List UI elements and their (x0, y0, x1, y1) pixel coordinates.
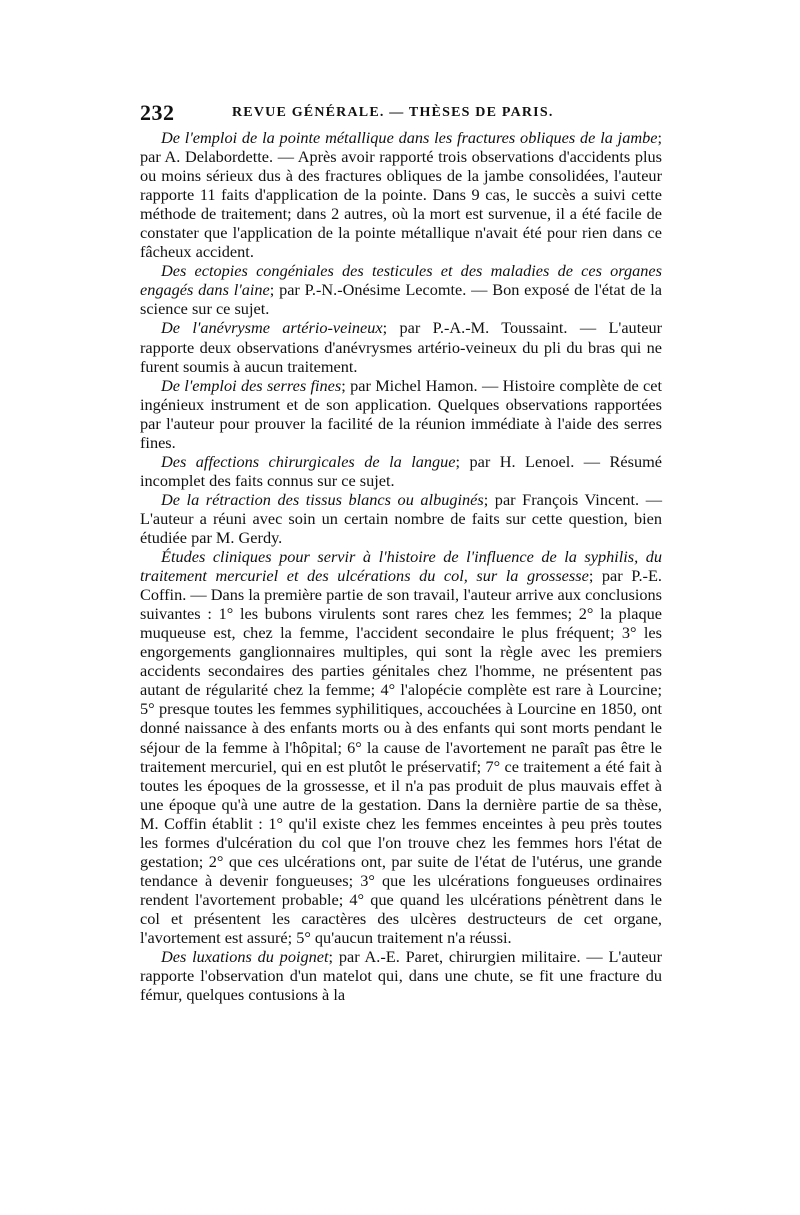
thesis-author: ; par H. Lenoel. (455, 451, 575, 471)
thesis-summary: — Dans la première partie de son travail, l'auteur arrive aux conclusions suivantes : 1° les bubons virulents sont rares chez les femmes; 2° la plaque muqueuse est, chez la femme, l'accident secondaire le plus fréquent; 3° les engorgements ganglionnaires multiples, qui sont la règle avec les premiers accidents secondaires des parties génitales chez l'homme, ne présentent pas autant de régularité chez la femme; 4° l'alopécie complète est rare à Lourcine; 5° presque toutes les femmes syphilitiques, accouchées à Lourcine en 1850, ont donné naissance à des enfants morts ou à des enfants qui sont morts pendant le séjour de la femme à l'hôpital; 6° la cause de l'avortement ne paraît pas être le traitement mercuriel, qui en est plutôt le préservatif; 7° ce traitement a été fait à toutes les époques de la grossesse, et il n'a pas produit de plus mauvais effet à une époque qu'à une autre de la gestation. Dans la dernière partie de sa thèse, M. Coffin établit : 1° qu'il existe chez les femmes enceintes à peu près toutes les formes d'ulcération du col que l'on trouve chez les femmes hors l'état de gestation; 2° que ces ulcérations ont, par suite de l'état de l'utérus, une grande tendance à devenir fongueuses; 3° que les ulcérations fongueuses ordinaires rendent l'avortement probable; 4° que quand les ulcérations pénètrent dans le col et présentent les caractères des ulcères destructeurs de cet organe, l'avortement est assuré; 5° qu'aucun traitement n'a réussi. (140, 585, 662, 947)
thesis-summary: — L'auteur a réuni avec soin un certain nombre de faits sur cette question, bien étudiée par M. Gerdy. (140, 489, 662, 547)
thesis-summary: — Résumé incomplet des faits connus sur ce sujet. (140, 451, 662, 490)
thesis-author: ; par Michel Hamon. (341, 375, 478, 395)
thesis-title: De la rétraction des tissus blancs ou albuginés (161, 489, 484, 509)
thesis-summary: — L'auteur rapporte l'observation d'un matelot qui, dans une chute, se fit une fracture du fémur, quelques contusions à la (140, 947, 662, 1005)
thesis-title: Études cliniques pour servir à l'histoire de l'influence de la syphilis, du traitement mercuriel et des ulcérations du col, sur la grossesse (140, 547, 662, 586)
thesis-title: Des affections chirurgicales de la langue (161, 451, 456, 471)
thesis-title: De l'emploi de la pointe métallique dans les fractures obliques de la jambe (161, 128, 658, 147)
entry-hamon (140, 376, 662, 452)
entry-toussaint (140, 318, 662, 375)
thesis-author: ; par François Vincent. (483, 489, 640, 509)
thesis-author: ; par P.-N.-Onésime Lecomte. (269, 280, 467, 300)
thesis-summary: — Histoire complète de cet ingénieux instrument et de son application. Quelques observations rapportées par l'auteur pour prouver la facilité de la réunion immédiate à l'aide des serres fines. (140, 375, 662, 452)
running-header (140, 100, 662, 126)
thesis-title: Des ectopies congéniales des testicules et des maladies de ces organes engagés dans l'aine (140, 261, 662, 300)
thesis-summary: — Après avoir rapporté trois observations d'accidents plus ou moins sérieux dus à des fractures obliques de la jambe consolidées, l'auteur rapporte 11 faits d'application de la pointe. Dans 9 cas, le succès a suivi cette méthode de traitement; dans 2 autres, où la mort est survenue, il a été facile de constater que l'application de la pointe métallique n'avait été pour rien dans ce fâcheux accident. (140, 147, 662, 262)
document-page (140, 100, 662, 1004)
thesis-summary: — L'auteur rapporte deux observations d'anévrysmes artério-veineux du pli du bras qui ne furent soumis à aucun traitement. (140, 318, 663, 376)
thesis-author: ; par P.-A.-M. Toussaint. (382, 318, 568, 338)
entry-coffin (140, 547, 662, 947)
thesis-summary: — Bon exposé de l'état de la science sur ce sujet. (140, 280, 662, 319)
entry-delabordette (140, 128, 662, 261)
entry-paret (140, 947, 662, 1004)
thesis-author: ; par A.-E. Paret, chirurgien militaire. (328, 947, 581, 967)
thesis-author: ; par P.-E. Coffin. (140, 566, 662, 605)
thesis-title: De l'anévrysme artério-veineux (161, 318, 383, 338)
entry-lenoel (140, 452, 662, 490)
thesis-title: Des luxations du poignet (161, 947, 329, 967)
page-number: 232 (140, 100, 175, 125)
thesis-reviews (140, 128, 662, 1004)
entry-lecomte (140, 261, 662, 318)
thesis-title: De l'emploi des serres fines (161, 375, 342, 395)
running-title: REVUE GÉNÉRALE. — THÈSES DE PARIS. (232, 105, 554, 120)
entry-vincent (140, 490, 662, 547)
thesis-author: ; par A. Delabordette. (140, 128, 662, 167)
